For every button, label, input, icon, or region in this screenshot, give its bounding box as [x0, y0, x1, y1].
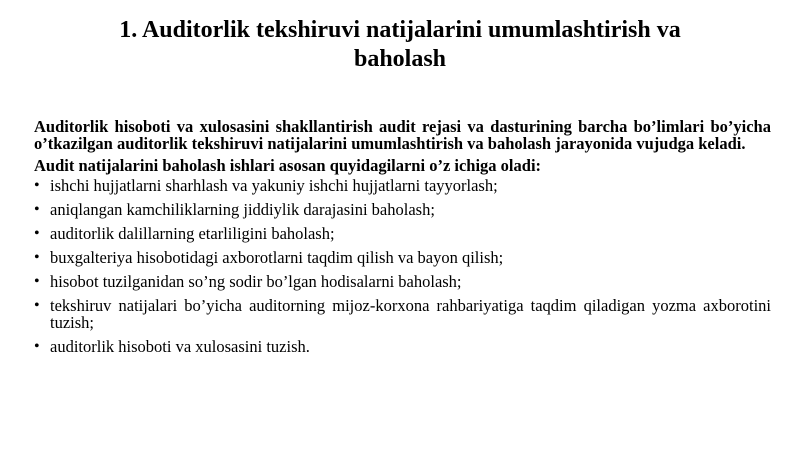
- bullet-icon: •: [34, 249, 40, 266]
- subheading: Audit natijalarini baholash ishlari asosan quyidagilarni o’z ichiga oladi:: [34, 156, 542, 175]
- bullet-icon: •: [34, 225, 40, 242]
- slide-title-line-1: 1. Auditorlik tekshiruvi natijalarini umumlashtirish va: [119, 17, 681, 43]
- bullet-icon: •: [34, 177, 40, 194]
- list-item-text: hisobot tuzilganidan so’ng sodir bo’lgan hodisalarni baholash;: [50, 272, 462, 291]
- bullet-list: [34, 177, 771, 355]
- bullet-icon: •: [34, 201, 40, 218]
- bullet-icon: •: [34, 273, 40, 290]
- list-item-text: aniqlangan kamchiliklarning jiddiylik darajasini baholash;: [50, 200, 435, 219]
- list-item: [34, 201, 771, 218]
- slide-body: [34, 118, 771, 362]
- list-item: [34, 225, 771, 242]
- list-item: [34, 177, 771, 194]
- list-item-text: ishchi hujjatlarni sharhlash va yakuniy ishchi hujjatlarni tayyorlash;: [50, 176, 498, 195]
- intro-paragraph: Auditorlik hisoboti va xulosasini shakllantirish audit rejasi va dasturining barcha bo’limlari bo’yicha o’tkazilgan auditorlik tekshiruvi natijalarini umumlashtirish va baholash jarayonida vujudga keladi.: [34, 117, 771, 153]
- list-item: [34, 297, 771, 331]
- bullet-icon: •: [34, 338, 40, 355]
- list-item: [34, 273, 771, 290]
- list-item-text: buxgalteriya hisobotidagi axborotlarni taqdim qilish va bayon qilish;: [50, 248, 504, 267]
- slide-title: [60, 16, 740, 74]
- list-item: [34, 249, 771, 266]
- list-item-text: tekshiruv natijalari bo’yicha auditorning mijoz-korxona rahbariyatiga taqdim qiladigan yozma axborotini tuzish;: [50, 296, 771, 332]
- slide-title-line-2: baholash: [353, 46, 447, 72]
- list-item: [34, 338, 771, 355]
- list-item-text: auditorlik hisoboti va xulosasini tuzish.: [50, 337, 310, 356]
- bullet-icon: •: [34, 297, 40, 314]
- list-item-text: auditorlik dalillarning etarliligini baholash;: [50, 224, 335, 243]
